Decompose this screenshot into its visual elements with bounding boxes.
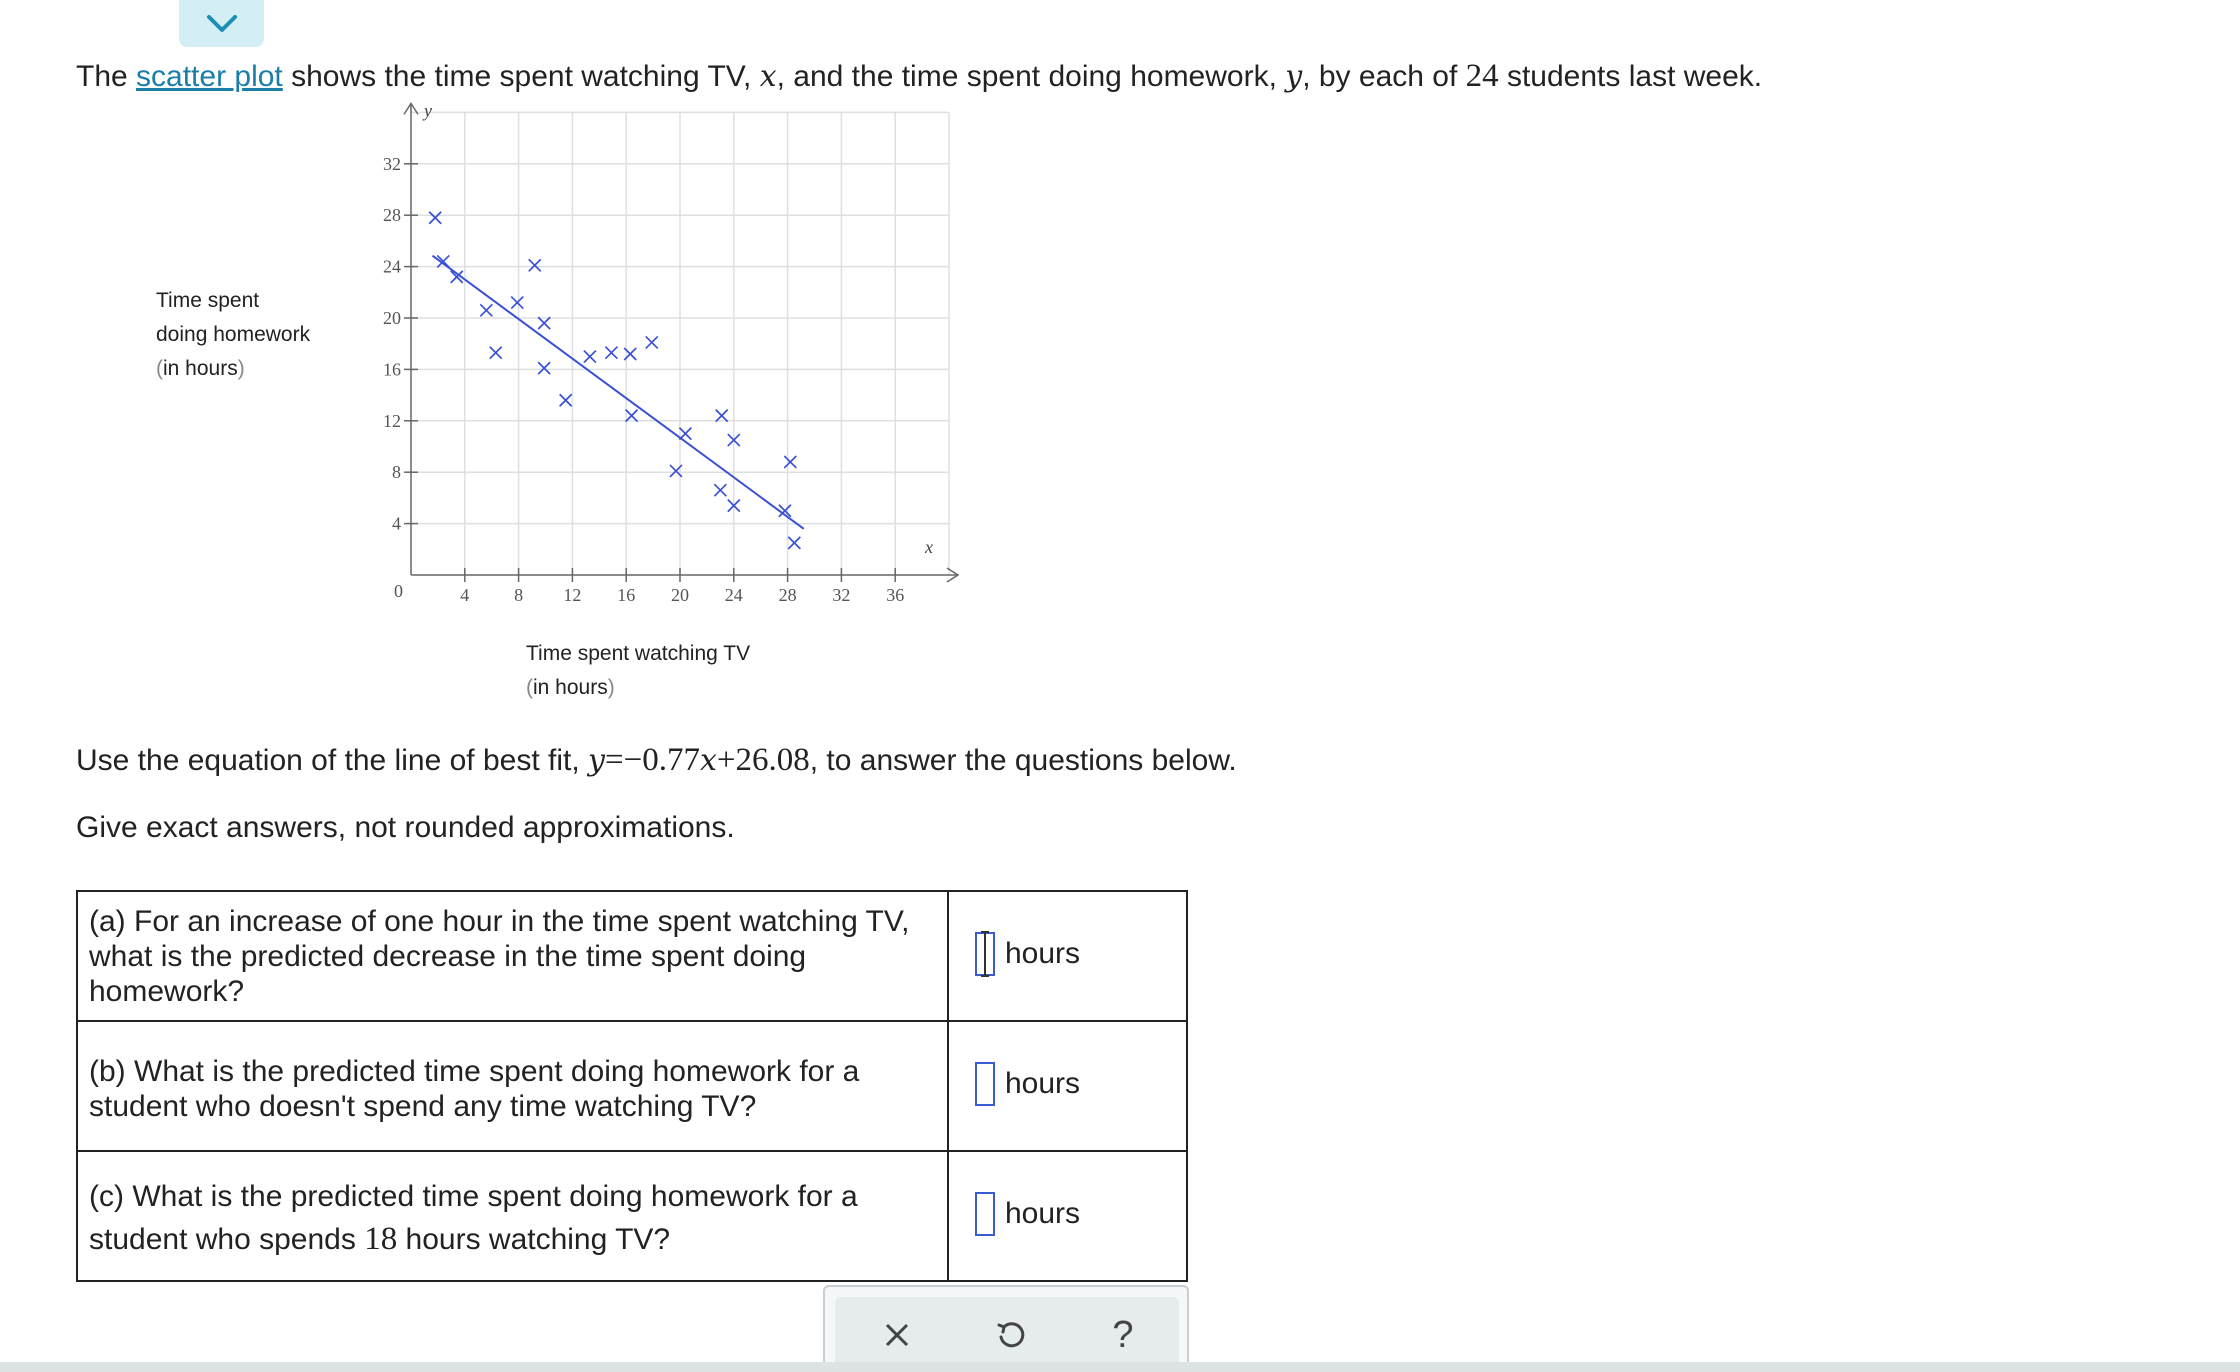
data-point	[714, 484, 726, 496]
answer-b-unit: hours	[1005, 1067, 1081, 1100]
column-divider	[947, 1022, 949, 1150]
y-tick-label: 8	[392, 462, 401, 483]
x-tick-label: 8	[514, 585, 524, 605]
question-b-text: (b) What is the predicted time spent doing homework for a student who doesn't spend any time watching TV?	[89, 1055, 860, 1123]
data-point	[679, 428, 691, 440]
column-divider	[947, 892, 949, 1020]
data-point	[646, 336, 658, 348]
x-tick-label: 20	[671, 585, 689, 605]
x-tick-label: 24	[724, 585, 743, 605]
answer-c-input[interactable]	[975, 1192, 995, 1236]
best-fit-line	[433, 256, 804, 529]
question-a-text: (a) For an increase of one hour in the time spent watching TV, what is the predicted decrease in the time spent doing homework?	[89, 905, 910, 1008]
data-point	[788, 537, 800, 549]
question-row-b	[78, 1022, 1186, 1152]
answer-b-input[interactable]	[975, 1062, 995, 1106]
data-point	[560, 394, 572, 406]
origin-label: 0	[394, 581, 403, 601]
data-point	[605, 347, 617, 359]
help-button[interactable]: ?	[1112, 1313, 1134, 1356]
y-axis-label: Time spent doing homework (in hours)	[156, 289, 311, 380]
y-tick-label: 20	[383, 308, 401, 328]
data-point	[429, 212, 441, 224]
y-tick-label: 24	[383, 256, 401, 277]
data-point	[511, 297, 523, 309]
x-icon	[882, 1320, 912, 1350]
x-tick-label: 12	[563, 585, 582, 605]
answer-toolbar	[823, 1285, 1189, 1372]
data-point	[538, 317, 550, 329]
scatter-plot-link[interactable]: scatter plot	[136, 60, 283, 93]
question-row-a	[78, 892, 1186, 1022]
answer-c-unit: hours	[1005, 1197, 1081, 1230]
bottom-scrollbar	[0, 1362, 2240, 1372]
column-divider	[947, 1152, 949, 1280]
question-table	[76, 890, 1188, 1282]
x-tick-label: 16	[617, 585, 636, 605]
data-point	[626, 410, 638, 422]
y-tick-label: 32	[383, 153, 401, 174]
data-point	[480, 304, 492, 316]
data-point	[784, 456, 796, 468]
intro-text: The scatter plot shows the time spent watching TV, x, and the time spent doing homework, y, by each of 24 students last week.	[76, 58, 1763, 94]
data-point	[584, 351, 596, 363]
data-point	[529, 259, 541, 271]
answer-a-input[interactable]	[975, 932, 995, 976]
toolbar-panel	[835, 1297, 1179, 1372]
undo-button[interactable]	[991, 1315, 1031, 1355]
y-tick-label: 4	[392, 513, 401, 534]
x-tick-label: 4	[460, 585, 470, 605]
undo-icon	[995, 1319, 1027, 1351]
x-variable-label: x	[925, 537, 933, 557]
question-c-text: (c) What is the predicted time spent doing homework for a student who spends 18 hours watching TV?	[89, 1180, 858, 1257]
x-tick-label: 36	[886, 585, 905, 605]
equation-text: Use the equation of the line of best fit, y=−0.77x+26.08, to answer the questions below.	[76, 742, 1237, 778]
answer-a-unit: hours	[1005, 937, 1081, 970]
data-point	[538, 362, 550, 374]
data-point	[716, 410, 728, 422]
y-tick-label: 28	[383, 205, 401, 226]
y-variable-label: y	[424, 100, 432, 121]
x-axis-label: Time spent watching TV (in hours)	[526, 642, 751, 699]
x-tick-label: 28	[778, 585, 797, 605]
data-point	[490, 347, 502, 359]
instruction-text: Give exact answers, not rounded approximations.	[76, 811, 735, 844]
clear-button[interactable]	[877, 1315, 917, 1355]
y-tick-label: 16	[383, 359, 401, 380]
x-tick-label: 32	[832, 585, 851, 605]
question-row-c	[78, 1152, 1186, 1280]
y-tick-label: 12	[383, 410, 401, 431]
